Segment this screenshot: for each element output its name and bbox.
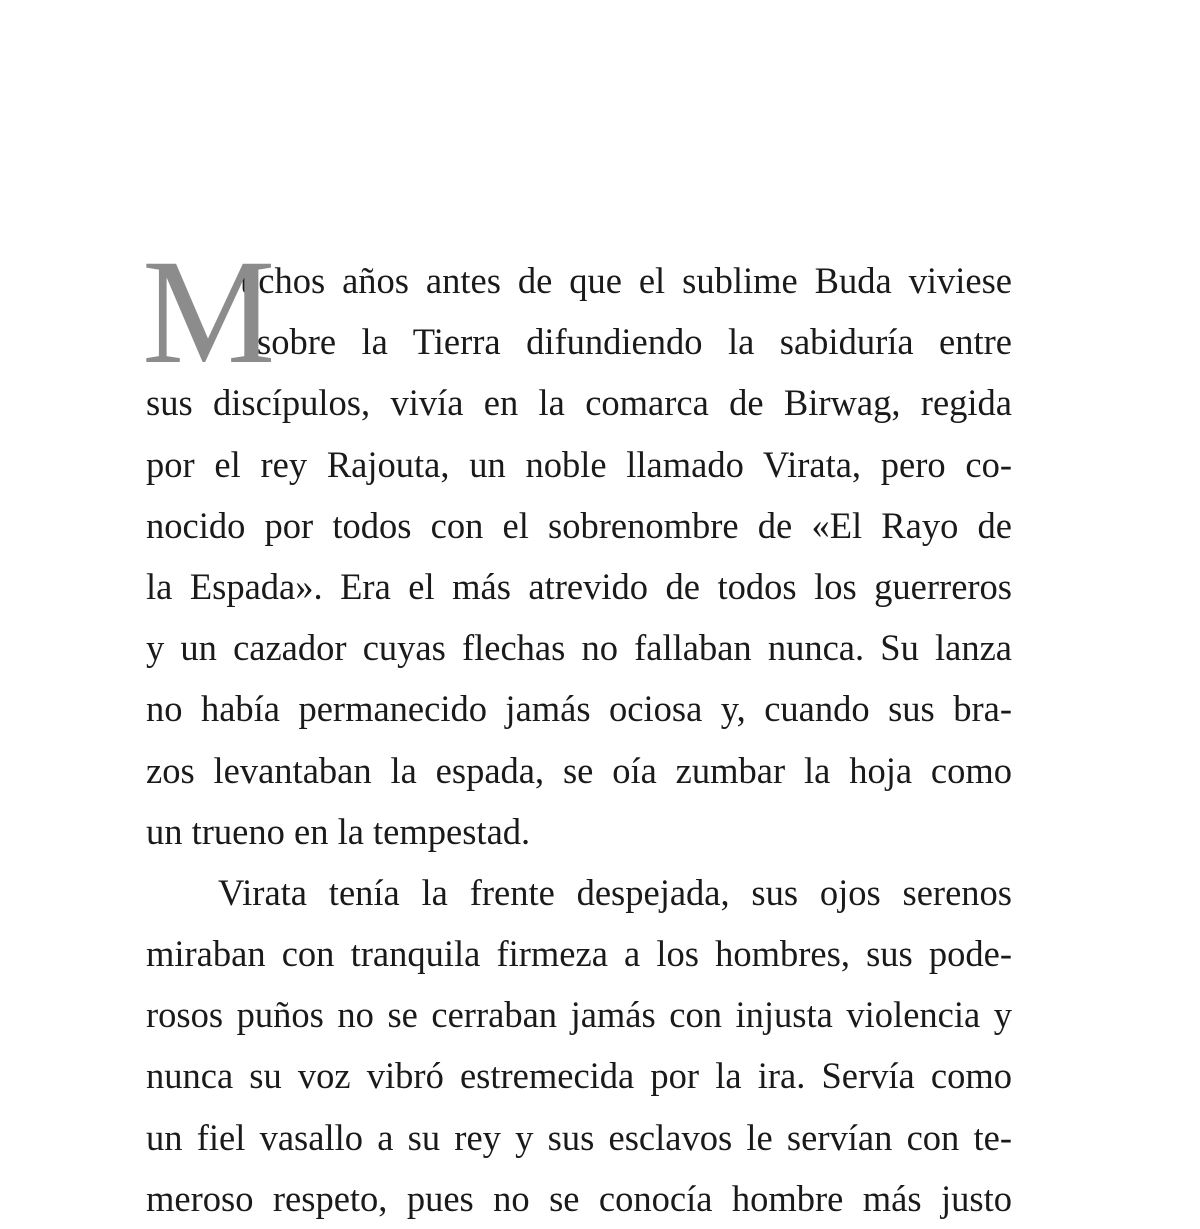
text-line: y un cazador cuyas flechas no fallaban nunca. Su lanza: [146, 627, 1012, 669]
document-page: [142, 229, 1012, 1229]
text-line: sobre la Tierra difundiendo la sabiduría entre: [257, 321, 1012, 363]
drop-cap: M: [142, 229, 276, 395]
text-line: por el rey Rajouta, un noble llamado Virata, pero co-: [146, 443, 1012, 485]
text-line: nunca su voz vibró estremecida por la ira. Servía como: [146, 1055, 1012, 1097]
text-line: Virata tenía la frente despejada, sus ojos serenos: [218, 871, 1012, 913]
text-line: nocido por todos con el sobrenombre de «El Rayo de: [146, 504, 1012, 546]
text-line: rosos puños no se cerraban jamás con injusta violencia y: [146, 994, 1012, 1036]
text-line: la Espada». Era el más atrevido de todos los guerreros: [146, 565, 1012, 607]
paragraph-1: [146, 250, 1012, 862]
text-line: un fiel vasallo a su rey y sus esclavos le servían con te-: [146, 1116, 1012, 1158]
paragraph-2: [146, 862, 1012, 1229]
text-line: un trueno en la tempestad.: [146, 810, 531, 852]
text-line: no había permanecido jamás ociosa y, cuando sus bra-: [146, 688, 1012, 730]
text-line: meroso respeto, pues no se conocía hombre más justo: [146, 1177, 1012, 1219]
text-line: sus discípulos, vivía en la comarca de Birwag, regida: [146, 382, 1012, 424]
text-line: uchos años antes de que el sublime Buda viviese: [240, 260, 1012, 301]
text-line: zos levantaban la espada, se oía zumbar la hoja como: [146, 749, 1012, 791]
text-line: miraban con tranquila firmeza a los hombres, sus pode-: [146, 933, 1012, 975]
